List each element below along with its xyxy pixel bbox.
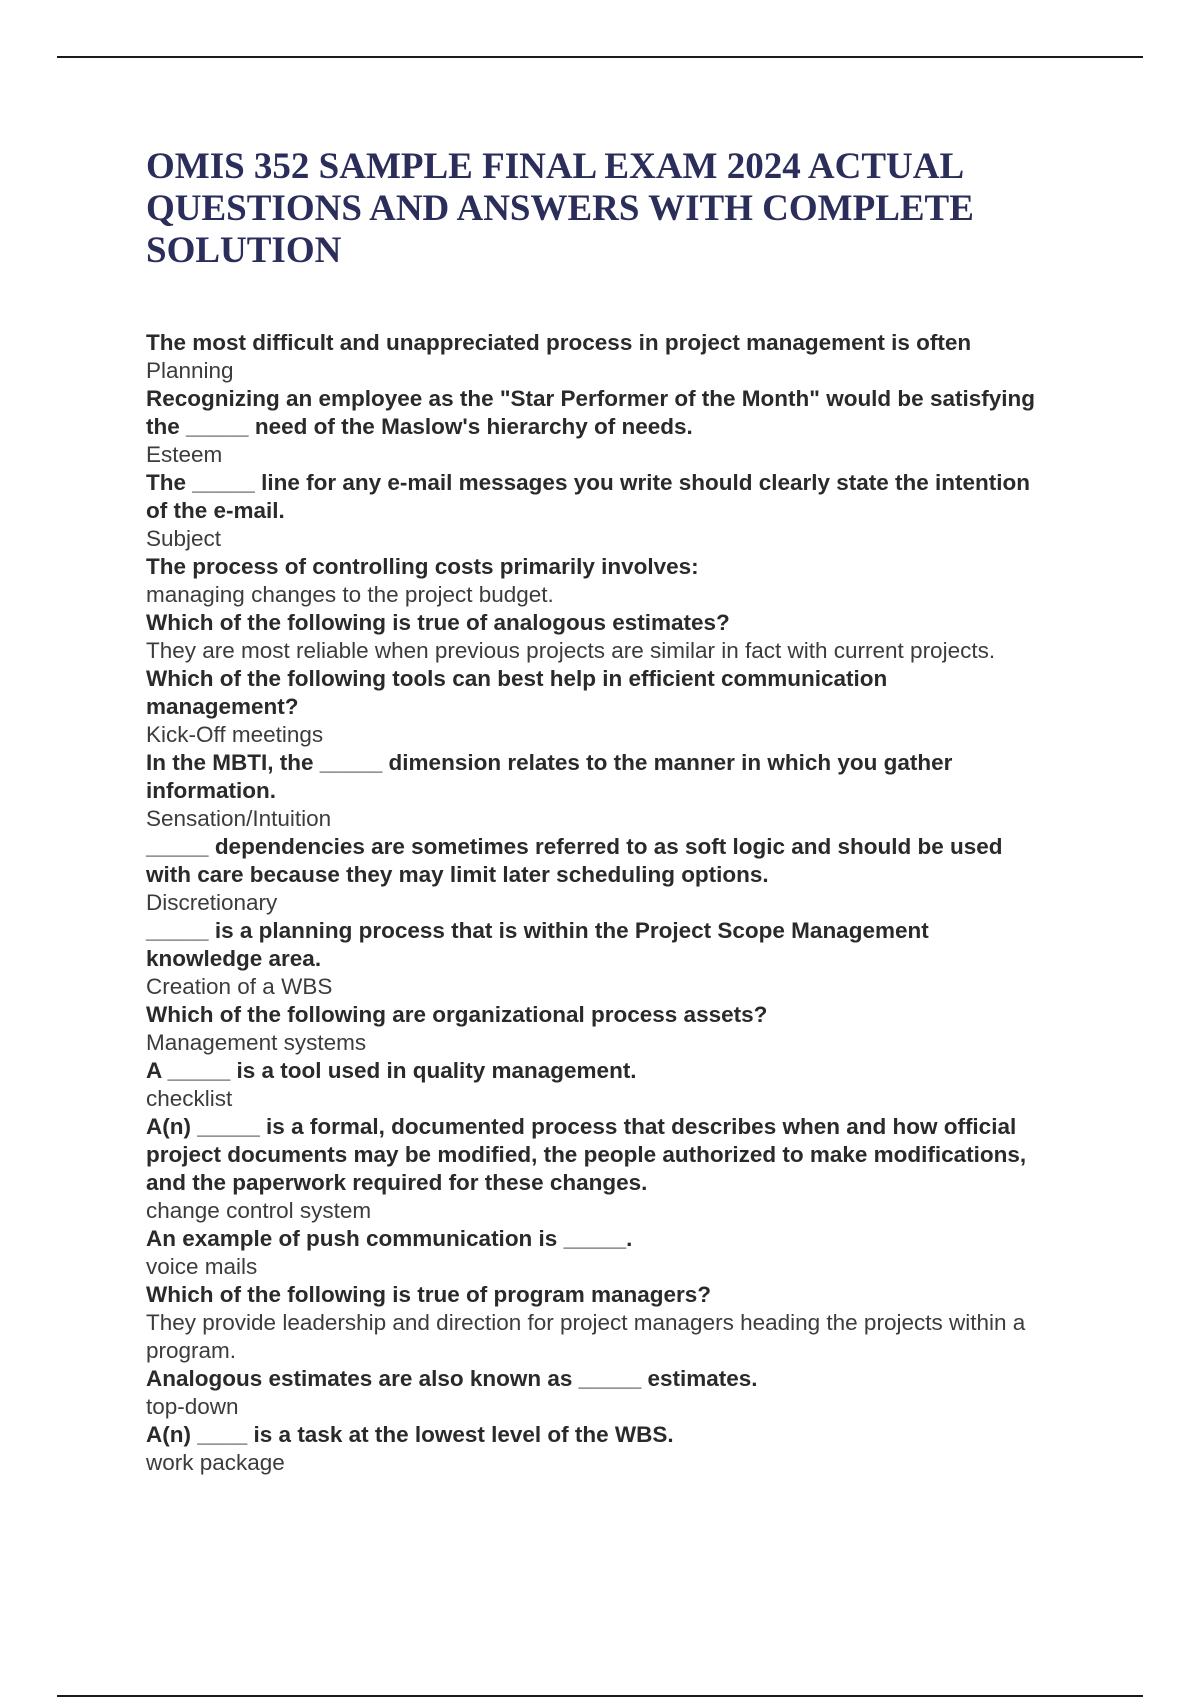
answer-text: They provide leadership and direction for project managers heading the projects within a program. bbox=[146, 1310, 1026, 1363]
question-text: Recognizing an employee as the "Star Performer of the Month" would be satisfying the _____ need of the Maslow's hierarchy of needs. bbox=[146, 386, 1035, 439]
question-text: Analogous estimates are also known as _____ estimates. bbox=[146, 1366, 758, 1391]
qa-item bbox=[146, 1001, 1046, 1057]
answer-text: change control system bbox=[146, 1198, 372, 1223]
answer-text: Planning bbox=[146, 358, 234, 383]
answer-text: They are most reliable when previous projects are similar in fact with current projects. bbox=[146, 638, 996, 663]
question-text: Which of the following is true of analogous estimates? bbox=[146, 610, 730, 635]
answer-text: work package bbox=[146, 1450, 285, 1475]
qa-item bbox=[146, 1421, 1046, 1477]
qa-item bbox=[146, 329, 1046, 385]
question-text: A(n) ____ is a task at the lowest level of the WBS. bbox=[146, 1422, 674, 1447]
qa-item bbox=[146, 665, 1046, 749]
question-text: The _____ line for any e-mail messages you write should clearly state the intention of the e-mail. bbox=[146, 470, 1031, 523]
question-text: _____ dependencies are sometimes referred to as soft logic and should be used with care because they may limit later scheduling options. bbox=[146, 834, 1003, 887]
answer-text: Esteem bbox=[146, 442, 223, 467]
question-text: Which of the following is true of program managers? bbox=[146, 1282, 712, 1307]
qa-item bbox=[146, 1113, 1046, 1225]
answer-text: Discretionary bbox=[146, 890, 278, 915]
answer-text: managing changes to the project budget. bbox=[146, 582, 554, 607]
qa-list bbox=[146, 329, 1046, 1477]
answer-text: Kick-Off meetings bbox=[146, 722, 324, 747]
qa-item bbox=[146, 1281, 1046, 1365]
qa-item bbox=[146, 385, 1046, 469]
qa-item bbox=[146, 553, 1046, 609]
answer-text: top-down bbox=[146, 1394, 239, 1419]
qa-item bbox=[146, 1057, 1046, 1113]
document-title: OMIS 352 SAMPLE FINAL EXAM 2024 ACTUAL QUESTIONS AND ANSWERS WITH COMPLETE SOLUTION bbox=[146, 146, 974, 271]
question-text: Which of the following are organizational process assets? bbox=[146, 1002, 768, 1027]
qa-item bbox=[146, 917, 1046, 1001]
answer-text: Management systems bbox=[146, 1030, 367, 1055]
qa-item bbox=[146, 469, 1046, 553]
qa-item bbox=[146, 749, 1046, 833]
qa-item bbox=[146, 833, 1046, 917]
question-text: A(n) _____ is a formal, documented process that describes when and how official project documents may be modified, the people authorized to make modifications, and the paperwork required for these changes. bbox=[146, 1114, 1027, 1195]
question-text: In the MBTI, the _____ dimension relates to the manner in which you gather information. bbox=[146, 750, 953, 803]
question-text: An example of push communication is _____. bbox=[146, 1226, 633, 1251]
answer-text: checklist bbox=[146, 1086, 233, 1111]
qa-item bbox=[146, 1365, 1046, 1421]
qa-item bbox=[146, 1225, 1046, 1281]
question-text: Which of the following tools can best help in efficient communication management? bbox=[146, 666, 888, 719]
question-text: A _____ is a tool used in quality management. bbox=[146, 1058, 637, 1083]
answer-text: Sensation/Intuition bbox=[146, 806, 332, 831]
answer-text: voice mails bbox=[146, 1254, 258, 1279]
question-text: The process of controlling costs primarily involves: bbox=[146, 554, 699, 579]
answer-text: Creation of a WBS bbox=[146, 974, 333, 999]
bottom-rule bbox=[57, 1695, 1143, 1697]
qa-item bbox=[146, 609, 1046, 665]
question-text: The most difficult and unappreciated process in project management is often bbox=[146, 330, 972, 355]
answer-text: Subject bbox=[146, 526, 222, 551]
top-rule bbox=[57, 56, 1143, 58]
question-text: _____ is a planning process that is within the Project Scope Management knowledge area. bbox=[146, 918, 929, 971]
